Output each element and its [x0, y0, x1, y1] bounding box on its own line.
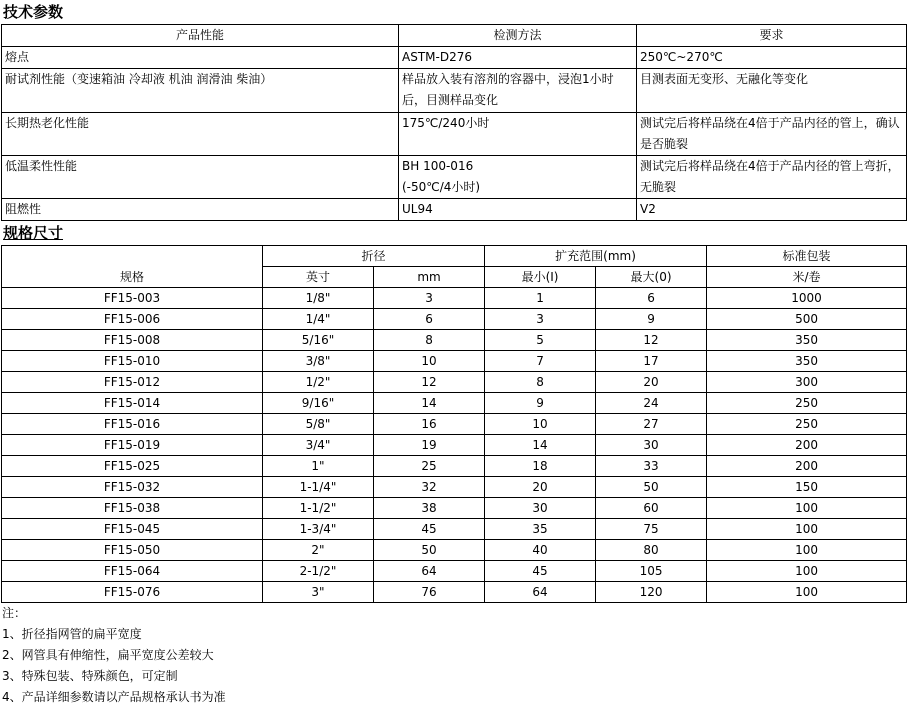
spec-max: 105 [596, 561, 707, 582]
tech-params-table [1, 24, 907, 221]
spec-mm: 3 [374, 288, 485, 309]
spec-row [2, 288, 907, 309]
spec-inch: 3" [263, 582, 374, 603]
spec-mm: 76 [374, 582, 485, 603]
spec-row [2, 393, 907, 414]
spec-inch: 1-3/4" [263, 519, 374, 540]
spec-pack: 100 [707, 582, 907, 603]
tech-property: 长期热老化性能 [2, 113, 399, 156]
tech-requirement: 测试完后将样品绕在4倍于产品内径的管上弯折，无脆裂 [637, 156, 907, 199]
tech-property: 低温柔性性能 [2, 156, 399, 199]
tech-header-row [2, 25, 907, 47]
spec-inch: 1/2" [263, 372, 374, 393]
spec-min: 3 [485, 309, 596, 330]
spec-row [2, 309, 907, 330]
spec-max: 120 [596, 582, 707, 603]
spec-max: 12 [596, 330, 707, 351]
spec-model: FF15-006 [2, 309, 263, 330]
tech-method: 175℃/240小时 [399, 113, 637, 156]
note-line: 4、产品详细参数请以产品规格承认书为准 [2, 690, 226, 704]
header-test-method: 检测方法 [399, 25, 637, 47]
spec-mm: 32 [374, 477, 485, 498]
notes-heading: 注： [2, 606, 27, 620]
spec-pack: 200 [707, 456, 907, 477]
spec-model: FF15-064 [2, 561, 263, 582]
spec-inch: 2-1/2" [263, 561, 374, 582]
spec-pack: 200 [707, 435, 907, 456]
tech-requirement: 250℃~270℃ [637, 47, 907, 69]
spec-max: 17 [596, 351, 707, 372]
spec-mm: 14 [374, 393, 485, 414]
spec-model: FF15-016 [2, 414, 263, 435]
spec-min: 35 [485, 519, 596, 540]
spec-row [2, 519, 907, 540]
spec-inch: 1/8" [263, 288, 374, 309]
spec-inch: 5/16" [263, 330, 374, 351]
spec-min: 5 [485, 330, 596, 351]
tech-row [2, 69, 907, 113]
spec-row [2, 372, 907, 393]
spec-max: 20 [596, 372, 707, 393]
spec-min: 10 [485, 414, 596, 435]
tech-row [2, 47, 907, 69]
spec-pack: 250 [707, 393, 907, 414]
spec-mm: 8 [374, 330, 485, 351]
spec-inch: 3/8" [263, 351, 374, 372]
header-min: 最小(I) [485, 267, 596, 288]
spec-pack: 300 [707, 372, 907, 393]
tech-row [2, 113, 907, 156]
spec-max: 33 [596, 456, 707, 477]
spec-max: 80 [596, 540, 707, 561]
spec-row [2, 456, 907, 477]
spec-model: FF15-025 [2, 456, 263, 477]
tech-row [2, 156, 907, 199]
spec-max: 75 [596, 519, 707, 540]
spec-mm: 50 [374, 540, 485, 561]
header-property: 产品性能 [2, 25, 399, 47]
spec-min: 45 [485, 561, 596, 582]
spec-pack: 100 [707, 561, 907, 582]
spec-max: 30 [596, 435, 707, 456]
spec-pack: 150 [707, 477, 907, 498]
tech-method: UL94 [399, 199, 637, 221]
spec-mm: 16 [374, 414, 485, 435]
spec-min: 1 [485, 288, 596, 309]
header-requirement: 要求 [637, 25, 907, 47]
spec-min: 64 [485, 582, 596, 603]
spec-inch: 1" [263, 456, 374, 477]
header-inch: 英寸 [263, 267, 374, 288]
spec-section-title: 规格尺寸 [3, 224, 64, 242]
spec-inch: 5/8" [263, 414, 374, 435]
spec-model: FF15-012 [2, 372, 263, 393]
spec-row [2, 498, 907, 519]
spec-model: FF15-076 [2, 582, 263, 603]
spec-min: 9 [485, 393, 596, 414]
spec-pack: 100 [707, 540, 907, 561]
spec-inch: 9/16" [263, 393, 374, 414]
spec-min: 20 [485, 477, 596, 498]
spec-pack: 100 [707, 498, 907, 519]
spec-mm: 45 [374, 519, 485, 540]
spec-max: 24 [596, 393, 707, 414]
spec-model: FF15-003 [2, 288, 263, 309]
spec-max: 60 [596, 498, 707, 519]
spec-min: 30 [485, 498, 596, 519]
header-standard-pack: 标准包装 [707, 246, 907, 267]
spec-max: 27 [596, 414, 707, 435]
tech-property: 耐试剂性能（变速箱油 冷却液 机油 润滑油 柴油） [2, 69, 399, 113]
spec-model: FF15-050 [2, 540, 263, 561]
spec-row [2, 435, 907, 456]
spec-table [1, 245, 907, 603]
spec-max: 6 [596, 288, 707, 309]
spec-row [2, 351, 907, 372]
spec-min: 7 [485, 351, 596, 372]
spec-pack: 1000 [707, 288, 907, 309]
note-line: 3、特殊包装、特殊颜色，可定制 [2, 669, 178, 683]
spec-pack: 350 [707, 330, 907, 351]
tech-section-title: 技术参数 [3, 3, 64, 21]
spec-model: FF15-008 [2, 330, 263, 351]
spec-row [2, 582, 907, 603]
spec-model: FF15-014 [2, 393, 263, 414]
spec-mm: 19 [374, 435, 485, 456]
spec-mm: 38 [374, 498, 485, 519]
spec-row [2, 477, 907, 498]
spec-inch: 1-1/4" [263, 477, 374, 498]
spec-max: 9 [596, 309, 707, 330]
header-mm: mm [374, 267, 485, 288]
spec-row [2, 414, 907, 435]
spec-model: FF15-019 [2, 435, 263, 456]
note-line: 1、折径指网管的扁平宽度 [2, 627, 142, 641]
tech-method: BH 100-016 (-50℃/4小时) [399, 156, 637, 199]
spec-min: 14 [485, 435, 596, 456]
spec-mm: 12 [374, 372, 485, 393]
spec-min: 40 [485, 540, 596, 561]
spec-mm: 25 [374, 456, 485, 477]
spec-inch: 1/4" [263, 309, 374, 330]
spec-max: 50 [596, 477, 707, 498]
spec-mm: 64 [374, 561, 485, 582]
header-flat-width: 折径 [263, 246, 485, 267]
tech-requirement: 测试完后将样品绕在4倍于产品内径的管上，确认是否脆裂 [637, 113, 907, 156]
spec-pack: 350 [707, 351, 907, 372]
tech-property: 熔点 [2, 47, 399, 69]
tech-property: 阻燃性 [2, 199, 399, 221]
spec-pack: 500 [707, 309, 907, 330]
spec-header-row-1 [2, 246, 907, 267]
spec-pack: 100 [707, 519, 907, 540]
header-model: 规格 [2, 246, 263, 288]
header-max: 最大(0) [596, 267, 707, 288]
note-line: 2、网管具有伸缩性，扁平宽度公差较大 [2, 648, 214, 662]
spec-row [2, 330, 907, 351]
spec-inch: 2" [263, 540, 374, 561]
spec-mm: 10 [374, 351, 485, 372]
spec-inch: 1-1/2" [263, 498, 374, 519]
tech-requirement: 目测表面无变形、无融化等变化 [637, 69, 907, 113]
spec-row [2, 561, 907, 582]
spec-row [2, 540, 907, 561]
tech-method: 样品放入装有溶剂的容器中，浸泡1小时后，目测样品变化 [399, 69, 637, 113]
header-expand-range: 扩充范围(mm) [485, 246, 707, 267]
spec-pack: 250 [707, 414, 907, 435]
spec-model: FF15-010 [2, 351, 263, 372]
header-pack-unit: 米/卷 [707, 267, 907, 288]
notes-block [0, 603, 907, 708]
tech-method: ASTM-D276 [399, 47, 637, 69]
spec-model: FF15-038 [2, 498, 263, 519]
spec-mm: 6 [374, 309, 485, 330]
spec-model: FF15-032 [2, 477, 263, 498]
tech-requirement: V2 [637, 199, 907, 221]
spec-min: 18 [485, 456, 596, 477]
tech-row [2, 199, 907, 221]
spec-model: FF15-045 [2, 519, 263, 540]
spec-min: 8 [485, 372, 596, 393]
spec-inch: 3/4" [263, 435, 374, 456]
